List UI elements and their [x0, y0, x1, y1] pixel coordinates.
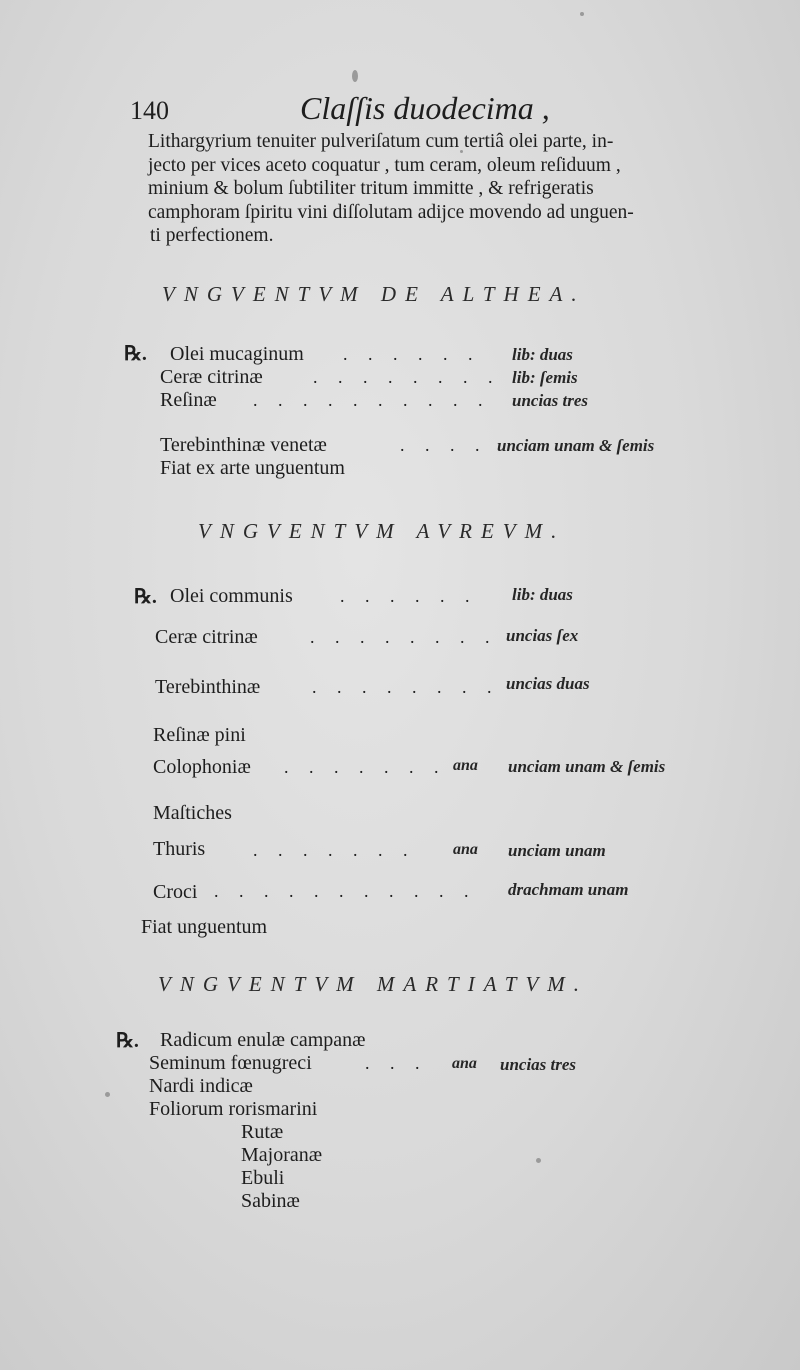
ana-marker: ana: [452, 1055, 477, 1072]
ingredient-name: Terebinthinæ venetæ: [160, 434, 327, 456]
dot-leader: . . . . . . . .: [312, 677, 500, 697]
ingredient-quantity: lib: duas: [512, 585, 573, 604]
dot-leader: . . . . . . . .: [313, 367, 501, 387]
ingredient-name: Ebuli: [241, 1167, 285, 1189]
ingredient-name: Majoranæ: [241, 1144, 323, 1166]
ingredient-quantity: unciam unam & ſemis: [497, 436, 655, 455]
ingredient-name: Terebinthinæ: [155, 676, 261, 698]
recipe-symbol: ℞.: [124, 343, 147, 365]
ana-marker: ana: [453, 841, 478, 858]
ingredient-quantity: unciam unam & ſemis: [508, 757, 666, 776]
ingredient-quantity: drachmam unam: [508, 880, 629, 899]
recipe-symbol: ℞.: [116, 1030, 139, 1052]
ingredient-quantity: uncias tres: [512, 391, 589, 410]
ingredient-name: Croci: [153, 881, 198, 903]
dot-leader: . . . .: [400, 435, 488, 455]
ingredient-name: Ceræ citrinæ: [160, 366, 263, 388]
ink-speck: [536, 1158, 541, 1163]
ingredient-name: Reſinæ: [160, 389, 217, 411]
ingredient-name: Radicum enulæ campanæ: [160, 1029, 366, 1051]
page-number: 140: [130, 96, 169, 125]
ingredient-quantity: lib: ſemis: [512, 368, 578, 387]
intro-line: jecto per vices aceto coquatur , tum ceram, oleum reſiduum ,: [148, 154, 621, 176]
ingredient-name: Ceræ citrinæ: [155, 626, 258, 648]
intro-paragraph: [148, 130, 748, 248]
section-title-althea: VNGVENTVM DE ALTHEA.: [162, 282, 586, 306]
ingredient-name: Maſtiches: [153, 802, 232, 824]
ingredient-quantity: unciam unam: [508, 841, 606, 860]
ingredient-name: Colophoniæ: [153, 756, 251, 778]
recipe-instruction: Fiat unguentum: [141, 916, 268, 938]
dot-leader: . . . . . . .: [253, 840, 416, 860]
ingredient-name: Olei communis: [170, 585, 293, 607]
section-title-aureum: VNGVENTVM AVREVM.: [198, 519, 566, 543]
section-title-martiatum: VNGVENTVM MARTIATVM.: [158, 972, 589, 996]
ana-marker: ana: [453, 757, 478, 774]
ingredient-quantity: lib: duas: [512, 345, 573, 364]
ingredient-name: Foliorum rorismarini: [149, 1098, 318, 1120]
ingredient-name: Sabinæ: [241, 1190, 300, 1212]
ingredient-name: Olei mucaginum: [170, 343, 304, 365]
ingredient-name: Rutæ: [241, 1121, 284, 1143]
recipe-symbol: ℞.: [134, 586, 157, 608]
ingredient-name: Reſinæ pini: [153, 724, 246, 746]
intro-line: ti perfectionem.: [150, 225, 274, 246]
dot-leader: . . . . . . . . . . .: [214, 881, 477, 901]
ingredient-name: Nardi indicæ: [149, 1075, 253, 1097]
dot-leader: . . . . . .: [340, 586, 478, 606]
ingredient-quantity: uncias ſex: [506, 626, 579, 645]
ingredient-quantity: uncias tres: [500, 1055, 577, 1074]
ink-speck: [352, 70, 358, 82]
intro-line: camphoram ſpiritu vini diſſolutam adijce movendo ad unguen-: [148, 201, 634, 223]
dot-leader: . . . . . . . .: [310, 627, 498, 647]
dot-leader: . . . . . . . . . .: [253, 390, 491, 410]
intro-line: minium & bolum ſubtiliter tritum immitte , & refrigeratis: [148, 178, 594, 199]
ingredient-quantity: uncias duas: [506, 674, 590, 693]
dot-leader: . . .: [365, 1053, 428, 1073]
page-title: Claſſis duodecima ,: [300, 90, 550, 126]
dot-leader: . . . . . . .: [284, 757, 447, 777]
recipe-instruction: Fiat ex arte unguentum: [160, 457, 345, 479]
ingredient-name: Seminum fœnugreci: [149, 1052, 312, 1074]
dot-leader: . . . . . .: [343, 344, 481, 364]
intro-line: Lithargyrium tenuiter pulveriſatum cum tertiâ olei parte, in-: [148, 131, 614, 152]
ink-speck: [580, 12, 584, 16]
ink-speck: [105, 1092, 110, 1097]
ingredient-name: Thuris: [153, 838, 206, 860]
